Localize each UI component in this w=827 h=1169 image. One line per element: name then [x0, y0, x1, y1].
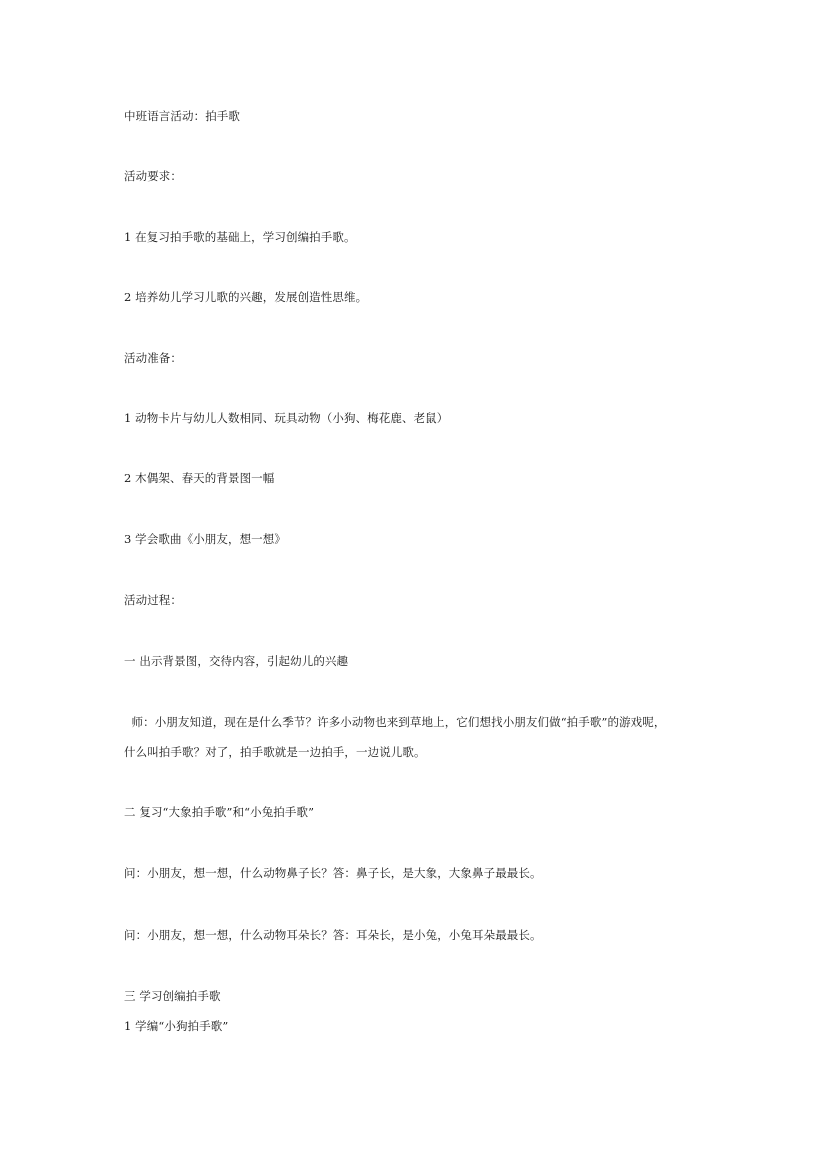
step2-question-1: 问：小朋友，想一想，什么动物鼻子长？答：鼻子长，是大象，大象鼻子最最长。 — [124, 866, 542, 880]
page-title: 中班语言活动：拍手歌 — [124, 109, 240, 123]
process-heading: 活动过程： — [124, 593, 182, 607]
step2-question-2: 问：小朋友，想一想，什么动物耳朵长？答：耳朵长，是小兔，小兔耳朵最最长。 — [124, 928, 542, 942]
step3-subitem-1: 1 学编“小狗拍手歌” — [124, 1019, 229, 1033]
step2-heading: 二 复习“大象拍手歌”和“小兔拍手歌” — [124, 805, 315, 819]
preparation-item-2: 2 木偶架、春天的背景图一幅 — [124, 471, 275, 485]
preparation-heading: 活动准备： — [124, 351, 182, 365]
preparation-item-1: 1 动物卡片与幼儿人数相同、玩具动物（小狗、梅花鹿、老鼠） — [124, 411, 449, 425]
requirement-item-1: 1 在复习拍手歌的基础上，学习创编拍手歌。 — [124, 230, 356, 244]
step1-heading: 一 出示背景图，交待内容，引起幼儿的兴趣 — [124, 654, 349, 668]
step1-paragraph-line2: 什么叫拍手歌？对了，拍手歌就是一边拍手，一边说儿歌。 — [124, 745, 426, 759]
preparation-item-3: 3 学会歌曲《小朋友，想一想》 — [124, 532, 286, 546]
step1-paragraph-line1: 师：小朋友知道，现在是什么季节？许多小动物也来到草地上，它们想找小朋友们做“拍手歌”的游戏呢， — [124, 715, 666, 729]
requirements-heading: 活动要求： — [124, 169, 182, 183]
step3-heading: 三 学习创编拍手歌 — [124, 989, 221, 1003]
requirement-item-2: 2 培养幼儿学习儿歌的兴趣，发展创造性思维。 — [124, 290, 368, 304]
